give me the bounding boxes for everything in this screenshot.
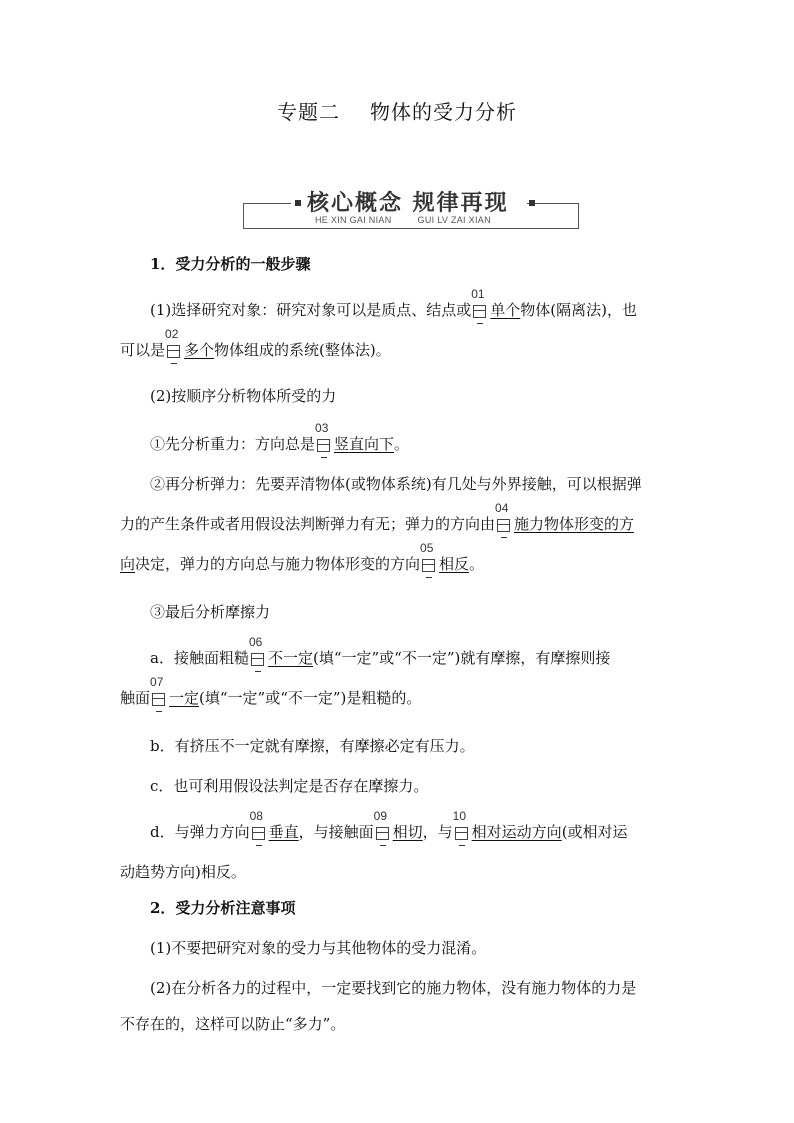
blank-slot-08 bbox=[249, 809, 268, 840]
text: 可以是 bbox=[120, 341, 166, 359]
blank-number: 07 bbox=[150, 675, 164, 689]
answer-07: 一定 bbox=[169, 689, 200, 707]
paragraph-4-line1: ②再分析弹力：先要弄清物体(或物体系统)有几处与外界接触，可以根据弹 bbox=[150, 475, 642, 493]
text: (填“一定”或“不一定”)就有摩擦，有摩擦则接 bbox=[312, 649, 611, 667]
blank-slot-04 bbox=[495, 501, 513, 532]
banner-line-left bbox=[243, 203, 291, 204]
answer-03: 竖直向下 bbox=[334, 435, 395, 453]
banner-sub-right: GUI LV ZAI XIAN bbox=[417, 215, 491, 225]
banner-title: 核心概念 规律再现 bbox=[307, 190, 509, 216]
blank-number: 04 bbox=[495, 501, 509, 515]
answer-08: 垂直 bbox=[268, 823, 299, 841]
paragraph-1-line1 bbox=[150, 287, 676, 328]
blank-number: 01 bbox=[471, 287, 485, 301]
page-title bbox=[0, 96, 794, 125]
text: 物体(隔离法)，也 bbox=[520, 301, 637, 319]
banner-square-left bbox=[295, 200, 301, 206]
paragraph-9-line2: 动趋势方向)相反。 bbox=[120, 863, 246, 881]
banner-square-right bbox=[529, 200, 535, 206]
section1-heading: 1．受力分析的一般步骤 bbox=[150, 255, 311, 273]
paragraph-1-line2 bbox=[120, 327, 676, 368]
blank-number: 02 bbox=[165, 327, 179, 341]
banner-subtitle bbox=[315, 215, 491, 225]
blank-slot-06 bbox=[248, 635, 267, 666]
blank-slot-03 bbox=[315, 421, 333, 452]
paragraph-6-line2 bbox=[120, 675, 676, 716]
paragraph-3 bbox=[150, 421, 676, 462]
paragraph-2: (2)按顺序分析物体所受的力 bbox=[150, 387, 337, 405]
text: 触面 bbox=[120, 689, 151, 707]
blank-number: 06 bbox=[248, 635, 263, 649]
blank-slot-07 bbox=[150, 675, 168, 706]
banner-edge-left bbox=[243, 203, 244, 229]
answer-02: 多个 bbox=[184, 341, 215, 359]
section2-paragraph-2-line1: (2)在分析各力的过程中，一定要找到它的施力物体，没有施力物体的力是 bbox=[150, 979, 637, 997]
text: d．与弹力方向 bbox=[150, 823, 250, 841]
blank-slot-10 bbox=[452, 809, 471, 840]
blank-slot-05 bbox=[420, 541, 438, 572]
paragraph-6-line1 bbox=[150, 635, 676, 676]
blank-number: 09 bbox=[373, 809, 387, 823]
banner-edge-right bbox=[578, 203, 579, 229]
title-part2: 物体的受力分析 bbox=[370, 100, 517, 124]
paragraph-8: c．也可利用假设法判定是否存在摩擦力。 bbox=[150, 777, 429, 795]
answer-04b: 向 bbox=[120, 555, 136, 573]
title-part1: 专题二 bbox=[277, 100, 340, 124]
text: 。 bbox=[469, 555, 485, 573]
blank-slot-02 bbox=[165, 327, 183, 358]
banner-line-bottom bbox=[243, 228, 579, 229]
text: (填“一定”或“不一定”)是粗糙的。 bbox=[199, 689, 422, 707]
section2-paragraph-1: (1)不要把研究对象的受力与其他物体的受力混淆。 bbox=[150, 939, 487, 957]
blank-number: 05 bbox=[420, 541, 434, 555]
paragraph-5: ③最后分析摩擦力 bbox=[150, 603, 271, 621]
text: (1)选择研究对象：研究对象可以是质点、结点或 bbox=[150, 301, 472, 319]
paragraph-4-line3 bbox=[120, 541, 676, 582]
text: (或相对运 bbox=[561, 823, 628, 841]
text: 决定，弹力的方向总与施力物体形变的方向 bbox=[135, 555, 421, 573]
section-banner bbox=[243, 186, 579, 230]
text: ，与 bbox=[422, 823, 453, 841]
answer-10: 相对运动方向 bbox=[471, 823, 562, 841]
answer-09: 相切 bbox=[392, 823, 423, 841]
section2-paragraph-2-line2: 不存在的，这样可以防止“多力”。 bbox=[120, 1015, 346, 1033]
text: a．接触面粗糙 bbox=[150, 649, 249, 667]
text: 。 bbox=[394, 435, 410, 453]
text: ①先分析重力：方向总是 bbox=[150, 435, 316, 453]
answer-06: 不一定 bbox=[267, 649, 313, 667]
blank-number: 03 bbox=[315, 421, 329, 435]
answer-01: 单个 bbox=[490, 301, 521, 319]
text: 力的产生条件或者用假设法判断弹力有无；弹力的方向由 bbox=[120, 515, 496, 533]
blank-number: 10 bbox=[452, 809, 467, 823]
banner-sub-left: HE XIN GAI NIAN bbox=[315, 215, 392, 225]
text: ，与接触面 bbox=[298, 823, 374, 841]
answer-04a: 施力物体形变的方 bbox=[514, 515, 635, 533]
answer-05: 相反 bbox=[439, 555, 470, 573]
paragraph-9-line1 bbox=[150, 809, 676, 850]
text: 物体组成的系统(整体法)。 bbox=[214, 341, 391, 359]
blank-slot-09 bbox=[373, 809, 392, 840]
paragraph-4-line2 bbox=[120, 501, 676, 542]
section2-heading: 2．受力分析注意事项 bbox=[150, 899, 296, 917]
blank-slot-01 bbox=[471, 287, 489, 318]
paragraph-7: b．有挤压不一定就有摩擦，有摩擦必定有压力。 bbox=[150, 737, 475, 755]
blank-number: 08 bbox=[249, 809, 263, 823]
